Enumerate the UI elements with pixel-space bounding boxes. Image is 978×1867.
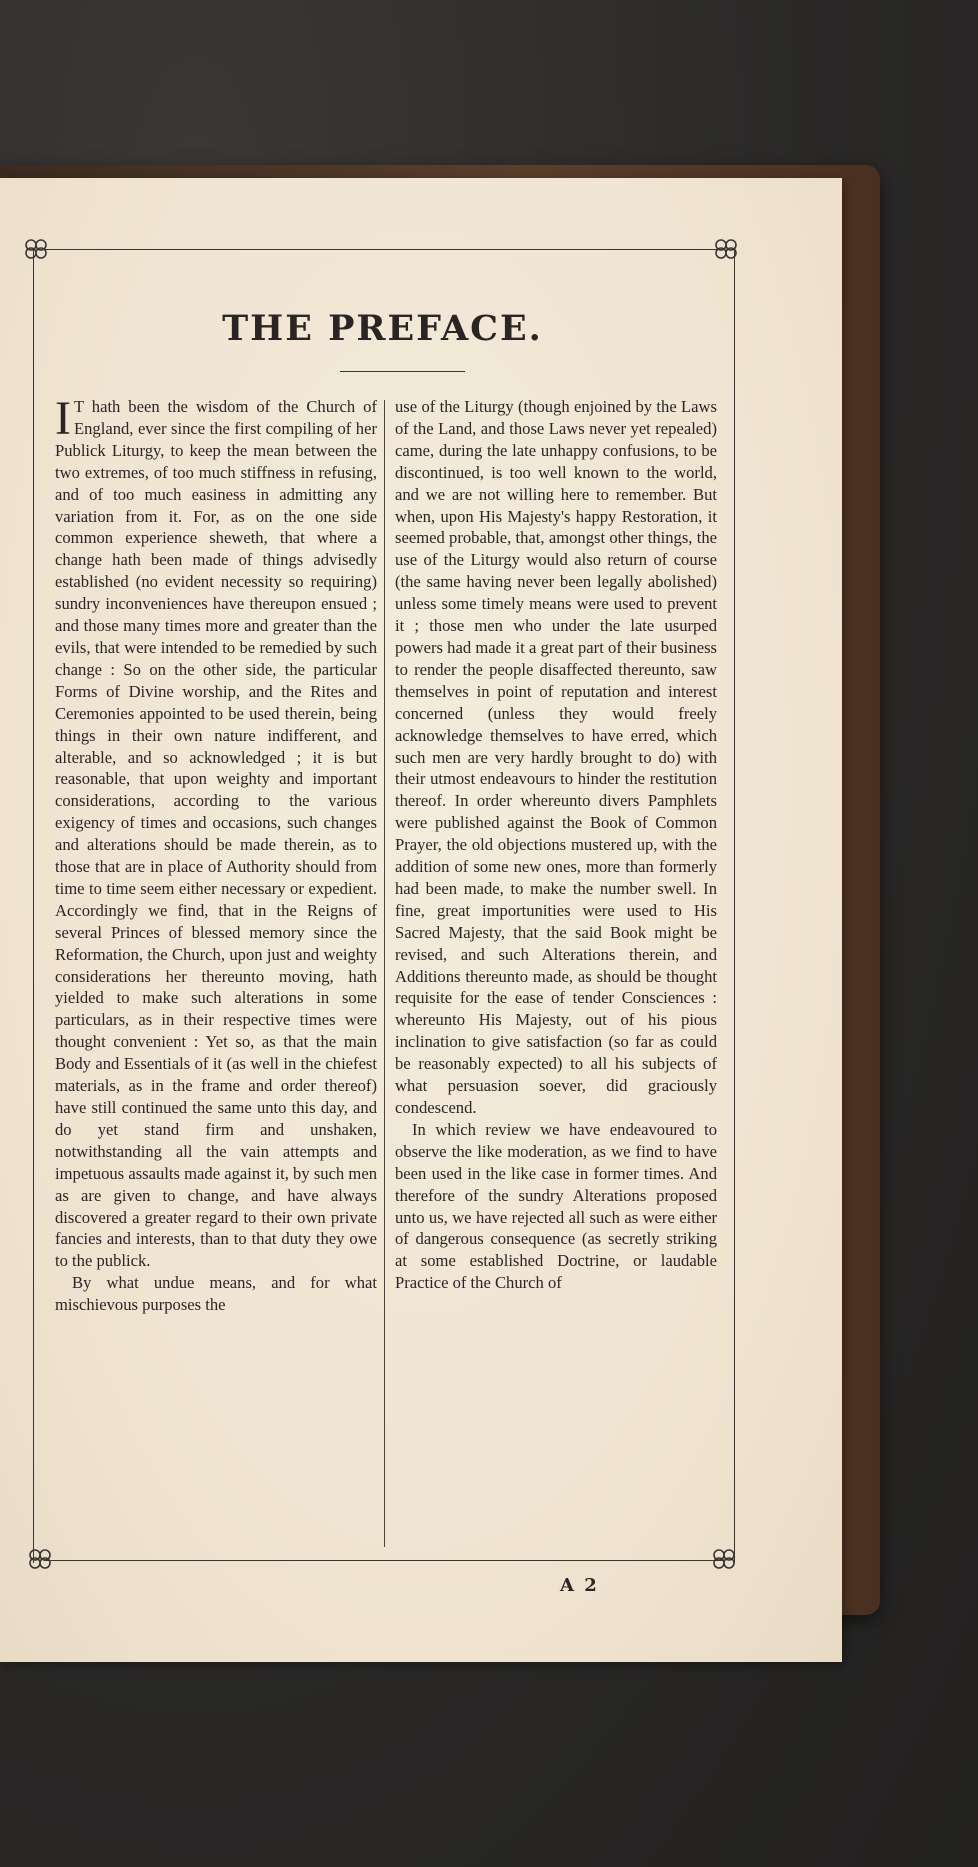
right-text-column <box>395 396 717 1294</box>
drop-cap-letter: I <box>55 392 71 445</box>
corner-ornament-top-right <box>714 238 738 265</box>
corner-ornament-bottom-left <box>28 1548 52 1575</box>
signature-mark: A 2 <box>560 1575 599 1596</box>
right-paragraph-2: In which review we have endeavoured to observe the like moderation, as we find to have been used in the like case in former times. And therefore of the sundry Alterations proposed unto us, we have rejected all such as were either of dangerous consequence (as secretly striking at some established Doctrine, or laudable Practice of the Church of <box>395 1119 717 1293</box>
left-paragraph-2: By what undue means, and for what mischievous purposes the <box>55 1273 377 1315</box>
frame-top-rule <box>44 249 724 250</box>
book-page <box>0 178 842 1662</box>
right-paragraph-1: use of the Liturgy (though enjoined by the Laws of the Land, and those Laws never yet repealed) came, during the late unhappy confusions, to be discontinued, is too well known to the world, and we are not willing here to remember. But when, upon His Majesty's happy Restoration, it seemed probable, that, amongst other things, the use of the Liturgy would also return of course (the same having never been legally abolished) unless some timely means were used to prevent it ; those men who under the late usurped powers had made it a great part of their business to render the people disaffected thereunto, saw themselves in point of reputation and interest concerned (unless they would freely acknowledge themselves to have erred, which such men are very hardly brought to do) with their utmost endeavours to hinder the restitution thereof. In order whereunto divers Pamphlets were published against the Book of Common Prayer, the old objections mustered up, with the addition of some new ones, more than formerly had been made, to make the number swell. In fine, great importunities were used to His Sacred Majesty, that the said Book might be revised, and such Alterations therein, and Additions thereunto made, as should be thought requisite for the ease of tender Consciences : whereunto His Majesty, out of his pious inclination to give satisfaction (so far as could be reasonably expected) to all his subjects of what persuasion soever, did graciously condescend. <box>395 397 717 1117</box>
left-paragraph-1 <box>55 392 377 1272</box>
page-title: THE PREFACE. <box>222 308 543 349</box>
left-paragraph-1-text: T hath been the wisdom of the Church of England, ever since the first compiling of her Publick Liturgy, to keep the mean between the two extremes, of too much stiffness in refusing, and of too much easiness in admitting any variation from it. For, as on the one side common experience sheweth, that where a change hath been made of things advisedly established (no evident necessity so requiring) sundry inconveniences have thereupon ensued ; and those many times more and greater than the evils, that were intended to be remedied by such change : So on the other side, the particular Forms of Divine worship, and the Rites and Ceremonies appointed to be used therein, being things in their own nature indifferent, and alterable, and so acknowledged ; it is but reasonable, that upon weighty and important considerations, according to the various exigency of times and occasions, such changes and alterations should be made therein, as to those that are in place of Authority should from time to time seem either necessary or expedient. Accordingly we find, that in the Reigns of several Princes of blessed memory since the Reformation, the Church, upon just and weighty considerations her thereunto moving, hath yielded to make such alterations in some particulars, as in their respective times were thought convenient : Yet so, as that the main Body and Essentials of it (as well in the chiefest materials, as in the frame and order thereof) have still continued the same unto this day, and do yet stand firm and unshaken, notwithstanding all the vain attempts and impetuous assaults made against it, by such men as are given to change, and have always discovered a greater regard to their own private fancies and interests, than to that duty they owe to the publick. <box>55 397 377 1271</box>
corner-ornament-top-left <box>24 238 48 265</box>
left-text-column <box>55 392 377 1316</box>
column-divider <box>384 400 385 1547</box>
title-underline-rule <box>340 371 465 372</box>
frame-bottom-rule <box>44 1560 724 1561</box>
corner-ornament-bottom-right <box>712 1548 736 1575</box>
